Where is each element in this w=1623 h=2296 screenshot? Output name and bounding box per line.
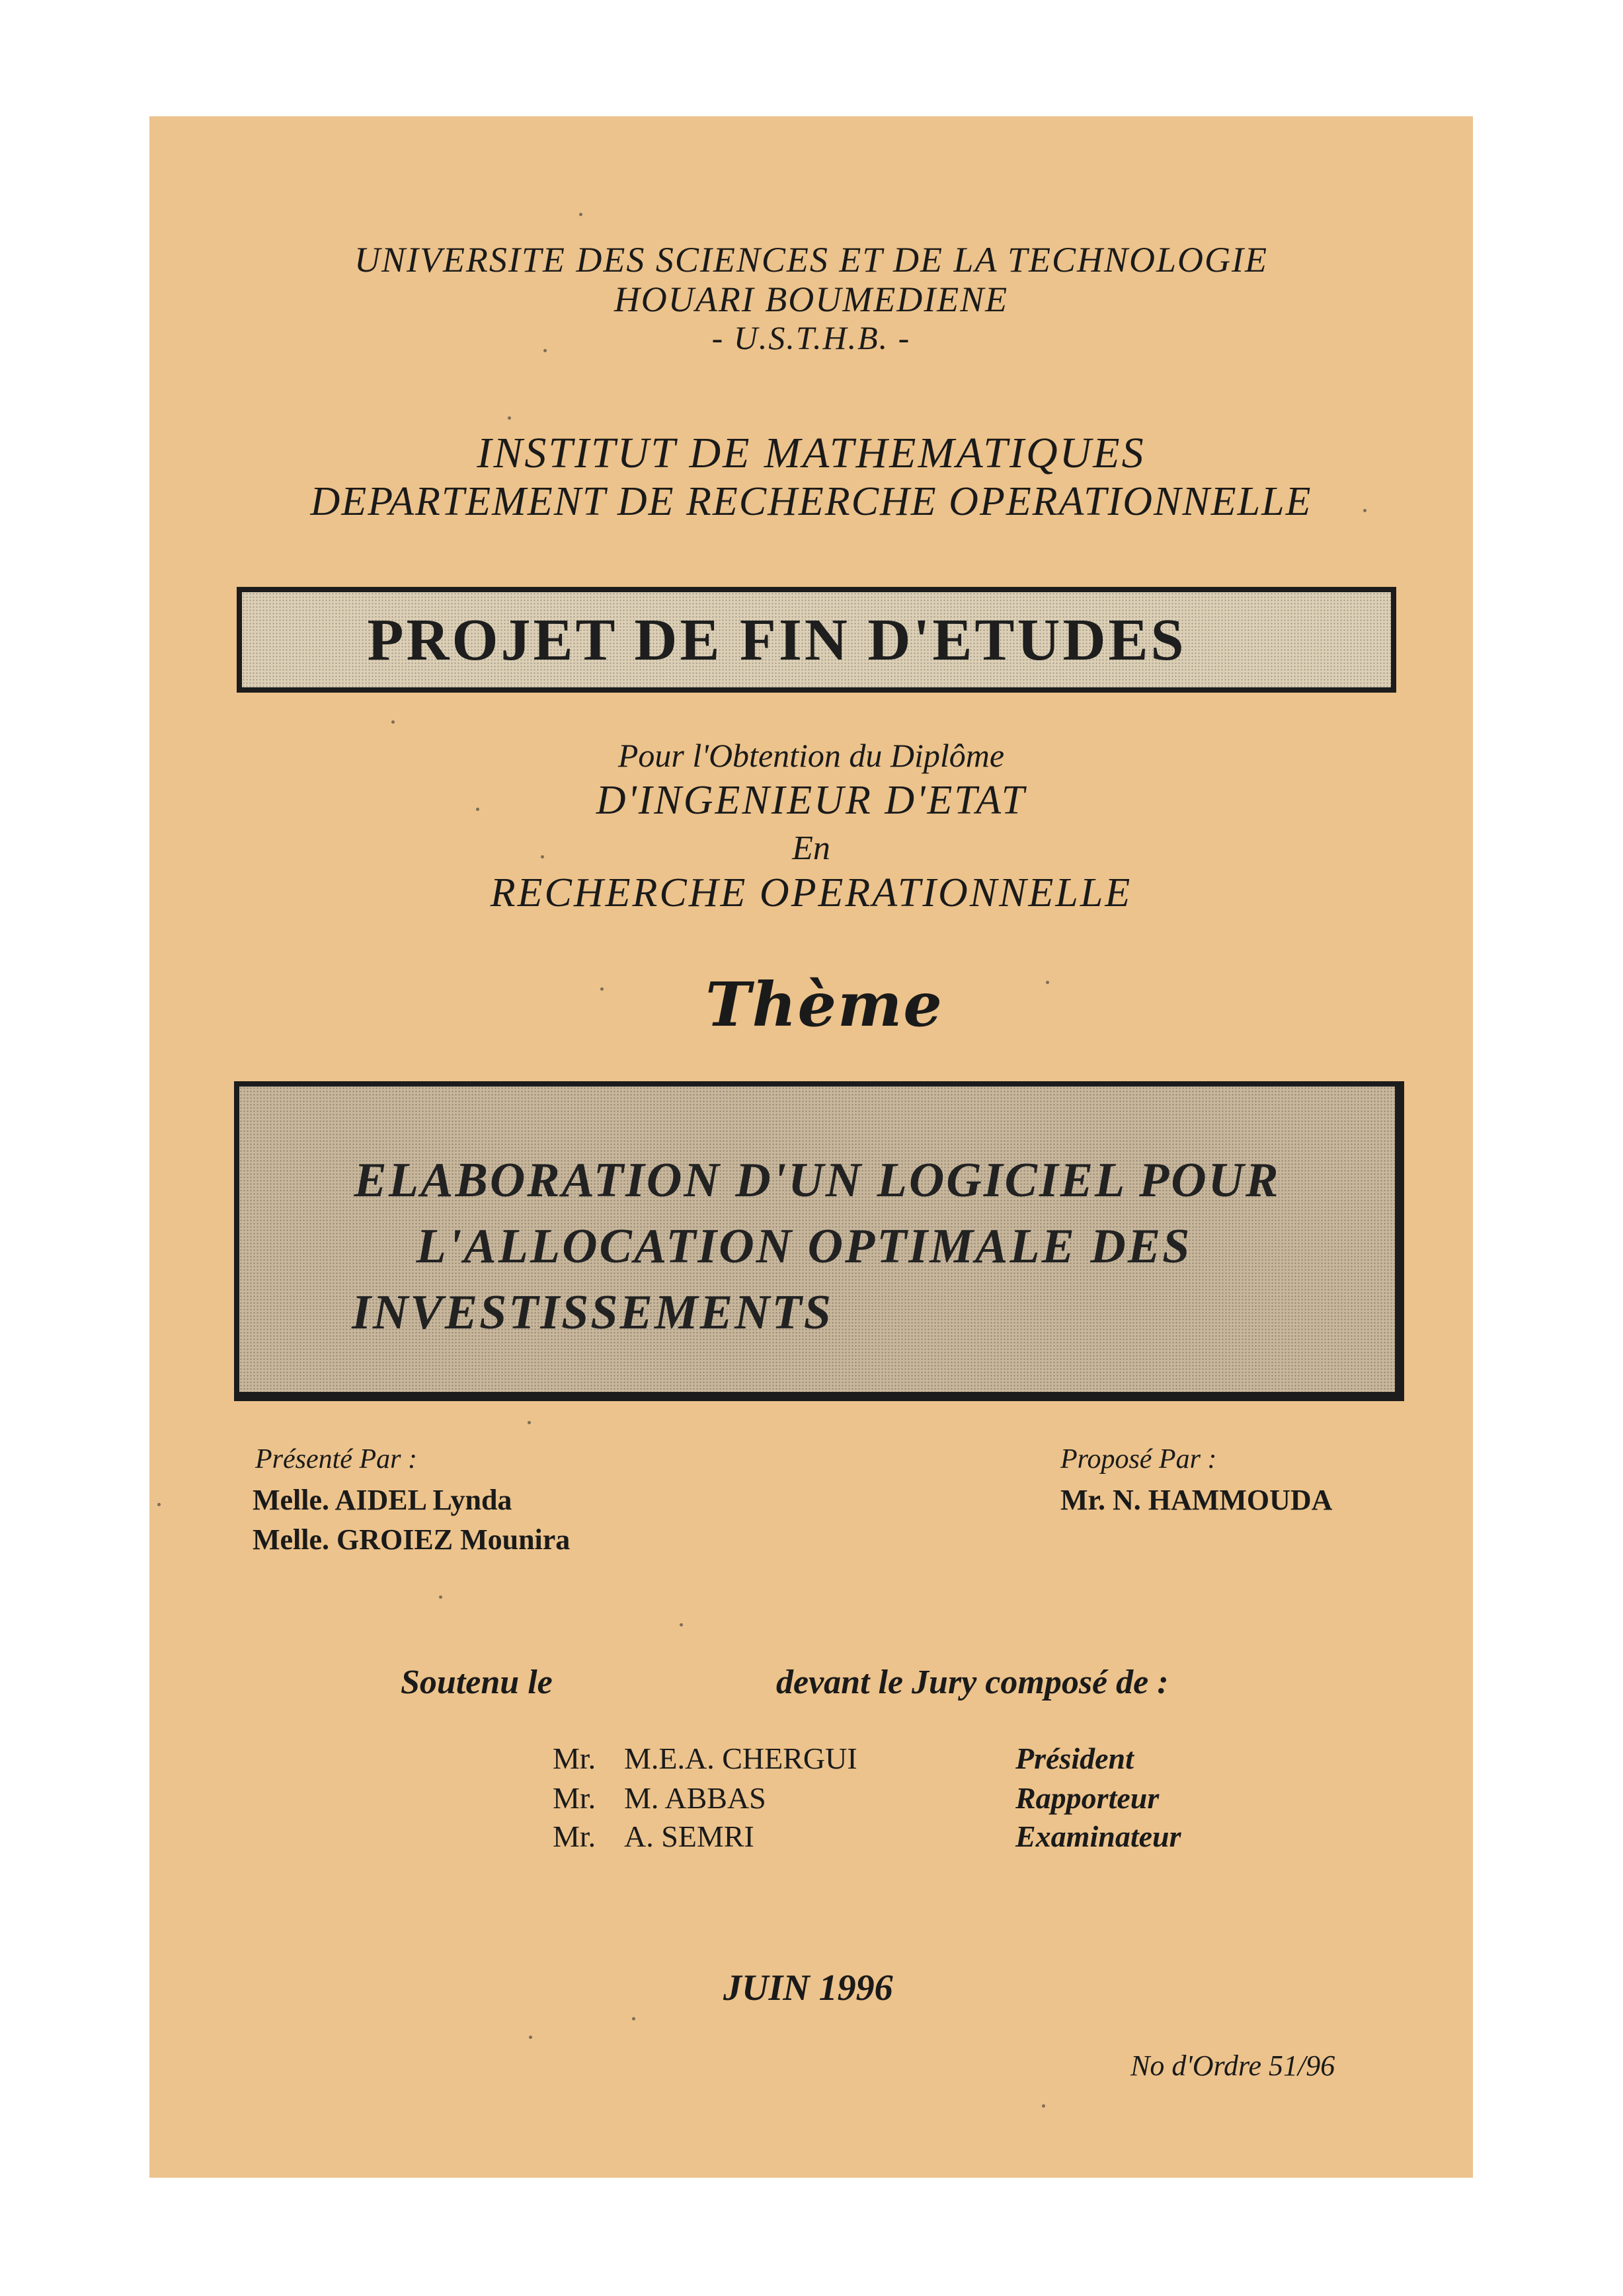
scan-speck <box>391 720 395 724</box>
scan-speck <box>541 855 544 859</box>
presenter-name: Melle. AIDEL Lynda <box>253 1484 512 1516</box>
jury-member-role: Rapporteur <box>1015 1781 1160 1815</box>
defense-date: JUIN 1996 <box>723 1968 893 2009</box>
theme-title-line1: ELABORATION D'UN LOGICIEL POUR <box>354 1153 1281 1207</box>
jury-member-role: Président <box>1015 1741 1134 1775</box>
proposed-by-label: Proposé Par : <box>1060 1444 1217 1474</box>
university-name-line1: UNIVERSITE DES SCIENCES ET DE LA TECHNOLOGIE <box>354 240 1269 280</box>
obtention-text: Pour l'Obtention du Diplôme <box>617 737 1005 774</box>
scan-speck <box>579 213 582 216</box>
scan-speck <box>439 1595 442 1599</box>
university-name-line2: HOUARI BOUMEDIENE <box>614 280 1009 319</box>
scan-speck <box>1046 981 1049 984</box>
scan-speck <box>1042 2104 1045 2108</box>
jury-member-name: M.E.A. CHERGUI <box>624 1741 857 1775</box>
document-page <box>149 116 1473 2178</box>
presenter-name: Melle. GROIEZ Mounira <box>253 1523 571 1556</box>
proposer-name: Mr. N. HAMMOUDA <box>1060 1484 1333 1516</box>
theme-title-box <box>234 1081 1404 1401</box>
scan-speck <box>600 987 604 991</box>
jury-member-name: M. ABBAS <box>624 1781 766 1815</box>
en-text: En <box>792 829 830 867</box>
defense-date-label: Soutenu le <box>401 1664 553 1701</box>
jury-member-title: Mr. <box>553 1741 596 1775</box>
jury-intro: devant le Jury composé de : <box>776 1664 1169 1701</box>
order-number: No d'Ordre 51/96 <box>1130 2049 1335 2082</box>
scan-speck <box>476 808 479 811</box>
university-acronym: - U.S.T.H.B. - <box>711 319 911 356</box>
scan-speck <box>1363 509 1366 512</box>
scan-speck <box>680 1623 683 1626</box>
scan-speck <box>543 349 547 352</box>
scan-speck <box>632 2017 635 2020</box>
theme-title-line2: L'ALLOCATION OPTIMALE DES <box>416 1219 1192 1274</box>
project-title: PROJET DE FIN D'ETUDES <box>367 607 1187 673</box>
presented-by-label: Présenté Par : <box>255 1444 417 1474</box>
institute-name: INSTITUT DE MATHEMATIQUES <box>477 429 1146 477</box>
scan-speck <box>528 1421 531 1424</box>
jury-member-role: Examinateur <box>1015 1819 1181 1853</box>
project-title-box <box>237 587 1396 693</box>
jury-member-name: A. SEMRI <box>624 1819 754 1853</box>
scan-speck <box>157 1503 161 1506</box>
scan-speck <box>508 416 511 420</box>
jury-member-title: Mr. <box>553 1819 596 1853</box>
theme-label: Thème <box>705 969 943 1040</box>
degree-text: D'INGENIEUR D'ETAT <box>596 778 1027 823</box>
theme-title-line3: INVESTISSEMENTS <box>352 1285 833 1340</box>
jury-member-title: Mr. <box>553 1781 596 1815</box>
scan-speck <box>529 2036 532 2039</box>
field-text: RECHERCHE OPERATIONNELLE <box>490 870 1132 915</box>
department-name: DEPARTEMENT DE RECHERCHE OPERATIONNELLE <box>310 479 1312 524</box>
